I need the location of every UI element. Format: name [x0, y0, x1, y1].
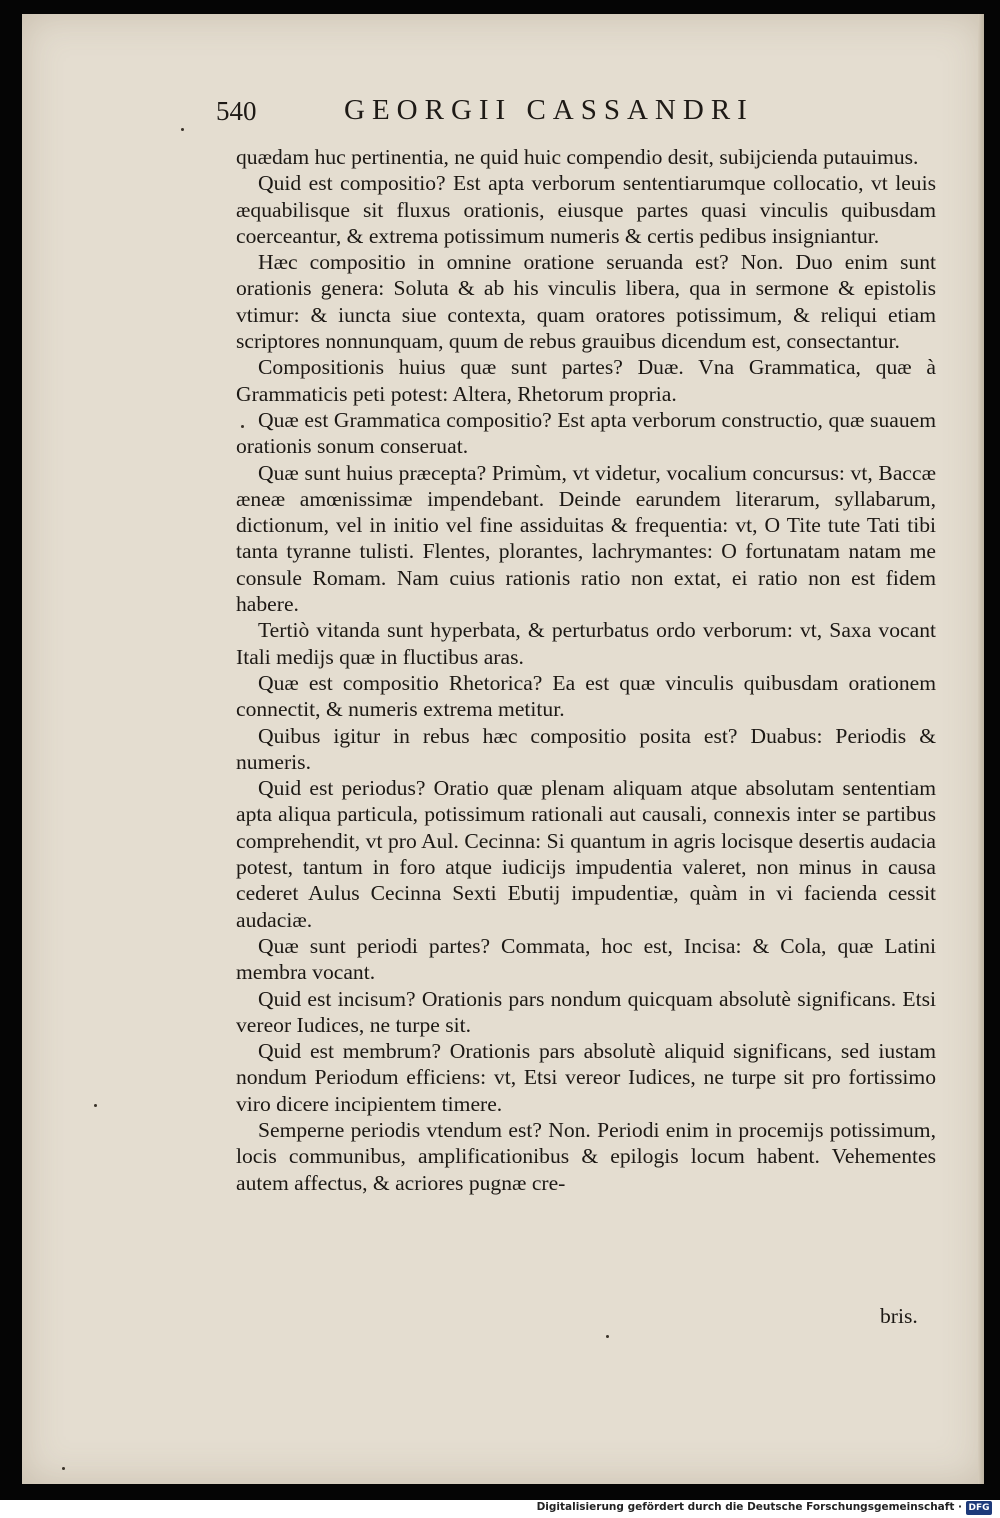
paragraph: Quid est membrum? Orationis pars absolutè aliquid significans, sed iustam nondum Periodum efficiens: vt, Etsi vereor Iudices, ne turpe sit pro fortissimo viro dicere incipientem timere.: [236, 1039, 936, 1116]
paragraph: Quid est compositio? Est apta verborum sententiarumque collocatio, vt leuis æquabilisque sit fluxus orationis, eiusque partes quasi vinculis quibusdam coerceantur, & extrema potissimum numeris & certis pedibus insigniantur.: [236, 171, 936, 248]
dfg-logo: DFG: [966, 1501, 992, 1515]
paragraph: Quæ sunt huius præcepta? Primùm, vt videtur, vocalium concursus: vt, Baccæ æneæ amœnissimæ impendebant. Deinde earundem literarum, syllabarum, dictionum, vel in initio vel fine assiduitas & frequentia: vt, O Tite tute Tati tibi tanta tyranne tulisti. Flentes, plorantes, lachrymantes: O fortunatam natam me consule Romam. Nam cuius rationis ratio non extat, ei ratio non est fidem habere.: [236, 460, 936, 617]
catchword: bris.: [880, 1304, 918, 1328]
ink-speck: [181, 128, 184, 131]
paragraph: Quid est incisum? Orationis pars nondum quicquam absolutè significans. Etsi vereor Iudices, ne turpe sit.: [236, 986, 936, 1037]
ink-speck: [606, 1335, 609, 1338]
paragraph: Compositionis huius quæ sunt partes? Duæ. Vna Grammatica, quæ à Grammaticis peti potest: Altera, Rhetorum propria.: [236, 355, 936, 406]
running-title: GEORGII CASSANDRI: [344, 94, 754, 126]
paragraph: Tertiò vitanda sunt hyperbata, & perturbatus ordo verborum: vt, Saxa vocant Itali medijs quæ in fluctibus aras.: [236, 618, 936, 669]
page-number: 540: [216, 96, 257, 126]
ink-speck: [62, 1467, 65, 1470]
paragraph: Quibus igitur in rebus hæc compositio posita est? Duabus: Periodis & numeris.: [236, 723, 936, 774]
funding-credit: Digitalisierung gefördert durch die Deutsche Forschungsgemeinschaft ·: [536, 1501, 962, 1513]
paragraph: Hæc compositio in omnine oratione seruanda est? Non. Duo enim sunt orationis genera: Soluta & ab his vinculis libera, qua in sermone & epistolis vtimur: & iuncta siue contexta, quam oratores potissimum, & reliqui etiam scriptores nonnunquam, quum de rebus grauibus dicendum est, consectantur.: [236, 250, 936, 354]
paragraph: quædam huc pertinentia, ne quid huic compendio desit, subijcienda putauimus.: [236, 145, 919, 169]
page-header: [216, 94, 856, 134]
paragraph: Quæ sunt periodi partes? Commata, hoc est, Incisa: & Cola, quæ Latini membra vocant.: [236, 933, 936, 985]
paragraph: Quid est periodus? Oratio quæ plenam aliquam atque absolutam sententiam apta aliqua particula, potissimum rationali aut causali, connexis inter se partibus comprehendit, vt pro Aul. Cecinna: Si quantum in agris locisque desertis audacia potest, tantum in foro atque iudicijs impudentia valeret, non minus in causa cederet Aulus Cecinna Sexti Ebutij impudentiæ, quàm in vi facienda cessit audaciæ.: [236, 776, 936, 932]
paragraph: Quæ est compositio Rhetorica? Ea est quæ vinculis quibusdam orationem connectit, & numeris extrema metitur.: [236, 670, 936, 722]
paragraph: Semperne periodis vtendum est? Non. Periodi enim in procemijs potissimum, locis communibus, amplificationibus & epilogis locum habent. Vehementes autem affectus, & acriores pugnæ cre-: [236, 1117, 936, 1195]
body-text: [236, 144, 936, 1196]
paragraph: Quæ est Grammatica compositio? Est apta verborum constructio, quæ suauem orationis sonum conseruat.: [236, 407, 936, 459]
page-edge: [978, 14, 984, 1484]
ink-speck: [94, 1104, 97, 1107]
